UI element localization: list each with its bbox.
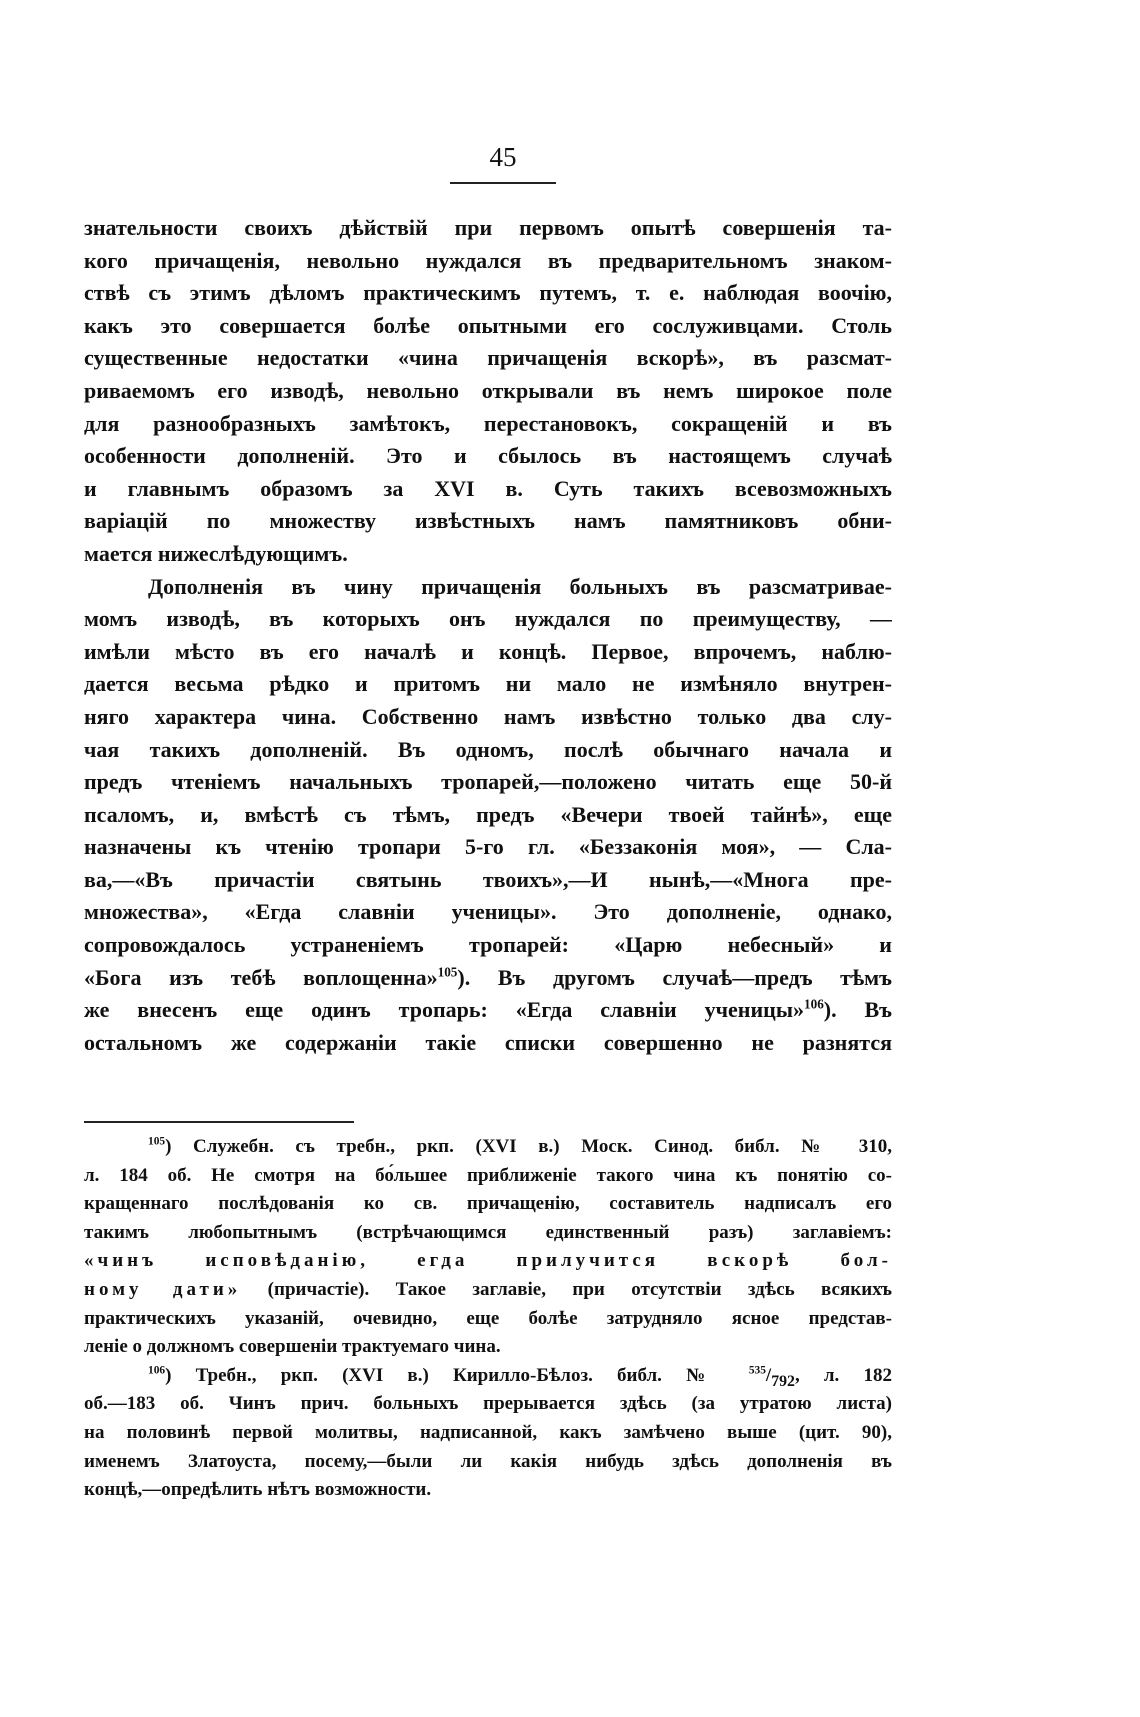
footnote-text: (причастіе). Такое заглавіе, при отсутствіи здѣсь всякихъ <box>241 1278 892 1300</box>
footnote-number: 105 <box>148 1135 166 1148</box>
footnote-105 <box>84 1133 892 1162</box>
body-line: имѣли мѣсто въ его началѣ и концѣ. Первое, впрочемъ, наблю- <box>84 638 892 664</box>
footnote-line: такимъ любопытнымъ (встрѣчающимся единственный разъ) заглавіемъ: <box>84 1221 892 1243</box>
body-line: для разнообразныхъ замѣтокъ, перестановокъ, сокращеній и въ <box>84 410 892 436</box>
footnote-text: ному дати» <box>84 1278 242 1300</box>
body-line: Дополненія въ чину причащенія больныхъ въ разсматривае- <box>148 573 892 599</box>
footnote-number: 106 <box>148 1364 166 1377</box>
body-line-text: «Бога изъ тебѣ воплощенна» <box>84 964 438 990</box>
footnote-line: кращеннаго послѣдованія ко св. причащенію, составитель надписалъ его <box>84 1193 892 1215</box>
body-line: момъ изводѣ, въ которыхъ онъ нуждался по преимуществу, — <box>84 606 892 632</box>
footnote-text: ) Требн., ркп. (XVI в.) Кирилло-Бѣлоз. библ. № <box>165 1364 725 1386</box>
footnote-line: именемъ Златоуста, посему,—были ли какія нибудь здѣсь дополненія въ <box>84 1450 892 1472</box>
footnote-line: об.—183 об. Чинъ прич. больныхъ прерывается здѣсь (за утратою листа) <box>84 1393 892 1415</box>
body-line: какъ это совершается болѣе опытными его сослуживцами. Столь <box>84 312 892 338</box>
footnote-text: ) Служебн. съ требн., ркп. (XVI в.) Моск. Синод. библ. № 310, <box>165 1136 892 1157</box>
body-line: предъ чтеніемъ начальныхъ тропарей,—положено читать еще 50-й <box>84 769 892 795</box>
body-line: ствѣ съ этимъ дѣломъ практическимъ путемъ, т. е. наблюдая воочію, <box>84 280 892 306</box>
body-line: и главнымъ образомъ за XVI в. Суть такихъ всевозможныхъ <box>84 475 892 501</box>
body-text <box>84 212 892 1059</box>
footnote-ref-106: 106 <box>804 996 824 1012</box>
footnote-ref-105: 105 <box>437 964 458 980</box>
footnote-line: л. 184 об. Не смотря на бо́льшее приближеніе такого чина къ понятію со- <box>84 1164 892 1186</box>
body-line-text: ). Въ другомъ случаѣ—предъ тѣмъ <box>457 964 892 990</box>
body-line: мается нижеслѣдующимъ. <box>84 540 348 566</box>
body-line-text: же внесенъ еще одинъ тропарь: «Егда славніи ученицы» <box>84 997 804 1023</box>
footnotes <box>84 1133 892 1505</box>
page-number: 45 <box>489 142 517 172</box>
body-line: особенности дополненій. Это и сбылось въ настоящемъ случаѣ <box>84 443 892 469</box>
body-line: сопровождалось устраненіемъ тропарей: «Царю небесный» и <box>84 932 892 958</box>
fraction-numerator: 535 <box>748 1364 766 1377</box>
footnote-line <box>84 1276 892 1305</box>
footnote-106 <box>84 1362 892 1391</box>
body-line: варіацій по множеству извѣстныхъ намъ памятниковъ обни- <box>84 508 892 534</box>
body-line-text: ). Въ <box>823 997 892 1023</box>
footnote-line: практическихъ указаній, очевидно, еще болѣе затрудняло ясное представ- <box>84 1307 892 1329</box>
body-line <box>84 962 892 995</box>
fraction-slash: / <box>765 1364 772 1386</box>
body-line: остальномъ же содержаніи такіе списки совершенно не разнятся <box>84 1029 892 1055</box>
body-line: чая такихъ дополненій. Въ одномъ, послѣ обычнаго начала и <box>84 736 892 762</box>
body-line <box>84 994 892 1027</box>
body-line: назначены къ чтенію тропари 5-го гл. «Беззаконія моя», — Сла- <box>84 834 892 860</box>
body-line: кого причащенія, невольно нуждался въ предварительномъ знаком- <box>84 247 892 273</box>
page-number-rule <box>450 182 556 184</box>
footnote-text: , л. 182 <box>794 1364 892 1386</box>
body-line: знательности своихъ дѣйствій при первомъ опытѣ совершенія та- <box>84 215 892 240</box>
fraction-denominator: 792 <box>771 1372 795 1390</box>
body-line: множества», «Егда славніи ученицы». Это дополненіе, однако, <box>84 899 892 925</box>
footnote-separator <box>84 1121 354 1123</box>
body-line: псаломъ, и, вмѣстѣ съ тѣмъ, предъ «Вечери твоей тайнѣ», еще <box>84 801 892 827</box>
body-line: ва,—«Въ причастіи святынь твоихъ»,—И нынѣ,—«Многа пре- <box>84 866 892 892</box>
footnote-line: леніе о должномъ совершеніи трактуемаго чина. <box>84 1336 501 1358</box>
body-line: дается весьма рѣдко и притомъ ни мало не измѣняло внутрен- <box>84 671 892 697</box>
footnote-line: «чинъ исповѣданію, егда прилучится вскорѣ бол- <box>84 1250 892 1272</box>
footnote-line: на половинѣ первой молитвы, надписанной, какъ замѣчено выше (цит. 90), <box>84 1421 892 1443</box>
body-line: риваемомъ его изводѣ, невольно открывали въ немъ широкое поле <box>84 377 892 403</box>
body-line: существенные недостатки «чина причащенія вскорѣ», въ разсмат- <box>84 345 892 371</box>
footnote-line: концѣ,—опредѣлить нѣтъ возможности. <box>84 1479 432 1501</box>
body-line: няго характера чина. Собственно намъ извѣстно только два слу- <box>84 703 892 729</box>
